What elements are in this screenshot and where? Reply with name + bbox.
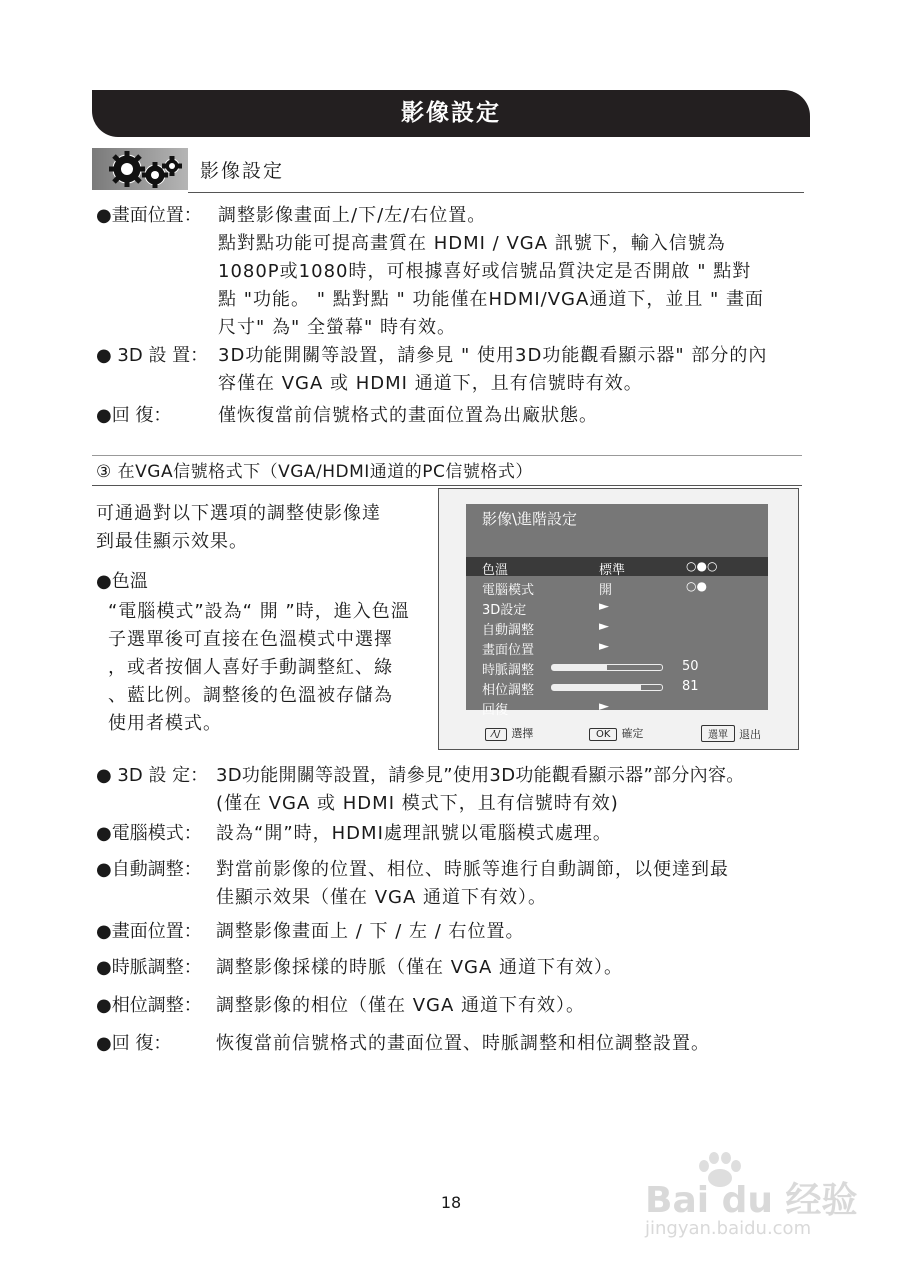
item-text: 點 "功能。 " 點對點 " 功能僅在HDMI/VGA通道下，並且 " 畫面	[218, 289, 765, 310]
item-label-screen-position: ●畫面位置：	[96, 921, 202, 942]
color-temp-text: 子選單後可直接在色溫模式中選擇	[108, 629, 393, 650]
item-text: 恢復當前信號格式的畫面位置、時脈調整和相位調整設置。	[216, 1033, 710, 1054]
item-text: 調整影像採樣的時脈（僅在 VGA 通道下有效）。	[216, 957, 624, 978]
item-text: 設為“開”時，HDMI處理訊號以電腦模式處理。	[216, 823, 612, 844]
osd-footer-select	[485, 725, 533, 741]
osd-row-value: 開	[599, 583, 613, 598]
osd-footer-label: 退出	[739, 728, 761, 741]
osd-title: 影像\進階設定	[482, 510, 578, 528]
color-temp-text: ，或者按個人喜好手動調整紅、綠	[108, 657, 393, 678]
osd-menu-illustration	[438, 488, 799, 750]
subsection-top-rule	[92, 455, 802, 456]
clock-slider-fill	[552, 665, 607, 670]
osd-row-dots: ○●○	[686, 559, 718, 573]
osd-row-value: ►	[599, 599, 609, 614]
osd-row-value: 81	[682, 679, 699, 694]
item-label-3d-setting: ● 3D 設 定：	[96, 765, 209, 786]
item-text: 容僅在 VGA 或 HDMI 通道下，且有信號時有效。	[218, 373, 643, 394]
subsection-title: ③ 在VGA信號格式下（VGA/HDMI通道的PC信號格式）	[96, 462, 533, 482]
item-label-reset: ●回 復：	[96, 1033, 172, 1054]
osd-row-value: ►	[599, 699, 609, 714]
item-text: 調整影像畫面上/下/左/右位置。	[218, 205, 487, 226]
item-text: 調整影像的相位（僅在 VGA 通道下有效）。	[216, 995, 586, 1016]
osd-row-value: ►	[599, 619, 609, 634]
color-temp-text: 使用者模式。	[108, 713, 222, 734]
item-text: 對當前影像的位置、相位、時脈等進行自動調節，以便達到最	[216, 859, 729, 880]
item-text: 3D功能開關等設置，請參見”使用3D功能觀看顯示器”部分內容。	[216, 765, 745, 786]
up-down-key-icon: ⁄\/	[485, 728, 507, 741]
item-label-auto-adjust: ●自動調整：	[96, 859, 202, 880]
section-title: 影像設定	[200, 160, 285, 182]
osd-panel	[466, 504, 768, 718]
osd-row-label: 3D設定	[482, 603, 527, 618]
watermark-url: jingyan.baidu.com	[645, 1218, 812, 1239]
item-text: 佳顯示效果（僅在 VGA 通道下有效）。	[216, 887, 548, 908]
item-label-screen-position: ●畫面位置：	[96, 205, 202, 226]
osd-row-label: 電腦模式	[482, 583, 535, 598]
item-label-reset: ●回 復：	[96, 405, 172, 426]
item-text: (僅在 VGA 或 HDMI 模式下，且有信號時有效)	[216, 793, 619, 814]
phase-slider-fill	[552, 685, 641, 690]
osd-row-value: ►	[599, 639, 609, 654]
osd-row-label: 色溫	[482, 563, 509, 578]
item-text: 調整影像畫面上 / 下 / 左 / 右位置。	[216, 921, 525, 942]
color-temp-text: 、藍比例。調整後的色溫被存儲為	[108, 685, 393, 706]
item-text: 僅恢復當前信號格式的畫面位置為出廠狀態。	[218, 405, 598, 426]
item-text: 點對點功能可提高畫質在 HDMI / VGA 訊號下，輸入信號為	[218, 233, 726, 254]
item-label-phase: ●相位調整：	[96, 995, 202, 1016]
osd-row-dots: ○●	[686, 579, 707, 593]
osd-row-label: 畫面位置	[482, 643, 535, 658]
item-label-3d-setting: ● 3D 設 置：	[96, 345, 209, 366]
color-temp-heading: ●色溫	[96, 571, 148, 592]
gears-icon	[92, 148, 188, 190]
item-label-pc-mode: ●電腦模式：	[96, 823, 202, 844]
color-temp-text: “電腦模式”設為“ 開 ”時，進入色溫	[108, 601, 410, 622]
section-divider	[188, 192, 804, 193]
osd-row-label: 相位調整	[482, 683, 535, 698]
intro-text: 到最佳顯示效果。	[96, 531, 248, 552]
osd-row-label: 回復	[482, 703, 509, 718]
watermark-brand: Bai du 经验	[645, 1180, 858, 1221]
ok-key-icon: OK	[589, 728, 617, 741]
item-label-clock: ●時脈調整：	[96, 957, 202, 978]
osd-row-label: 自動調整	[482, 623, 535, 638]
osd-footer-label: 確定	[621, 727, 644, 740]
section-tab	[92, 148, 188, 190]
osd-footer-ok	[589, 725, 643, 741]
page-number: 18	[440, 1193, 462, 1212]
osd-row-label: 時脈調整	[482, 663, 535, 678]
osd-footer-menu	[701, 725, 761, 742]
osd-row-value: 標準	[599, 563, 626, 578]
osd-footer-label: 選擇	[511, 727, 534, 740]
subsection-divider	[92, 485, 802, 486]
page-title: 影像設定	[401, 100, 501, 126]
osd-row-value: 50	[682, 659, 699, 674]
phase-slider	[551, 684, 663, 691]
item-text: 3D功能開關等設置，請參見 " 使用3D功能觀看顯示器" 部分的內	[218, 345, 768, 366]
item-text: 尺寸" 為" 全螢幕" 時有效。	[218, 317, 457, 338]
item-text: 1080P或1080時，可根據喜好或信號品質決定是否開啟 " 點對	[218, 261, 752, 282]
intro-text: 可通過對以下選項的調整使影像達	[96, 503, 381, 524]
clock-slider	[551, 664, 663, 671]
menu-key-icon: 選單	[701, 725, 735, 742]
